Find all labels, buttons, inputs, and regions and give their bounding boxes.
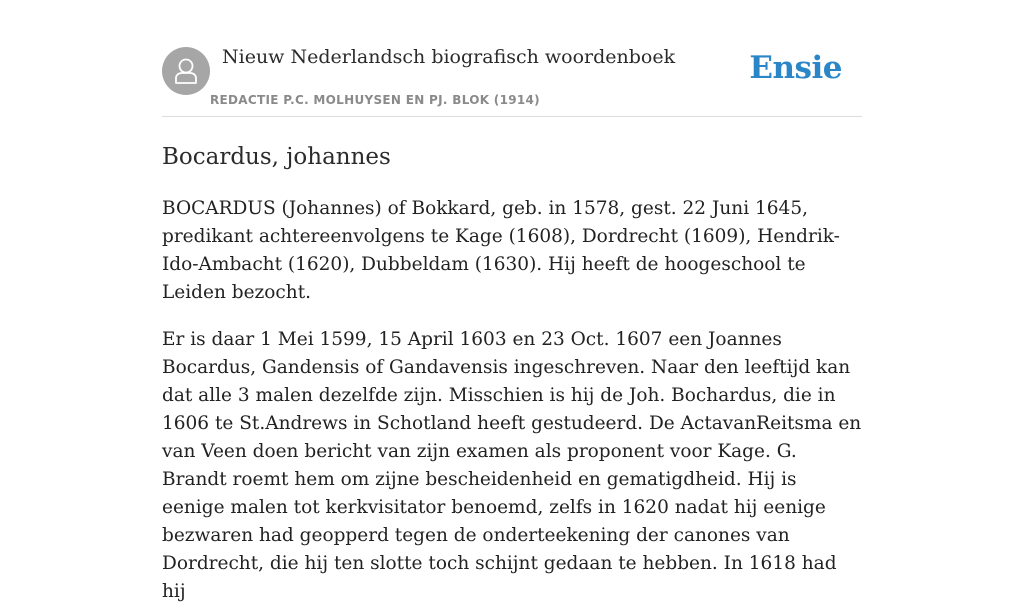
article-paragraph: BOCARDUS (Johannes) of Bokkard, geb. in 1578, gest. 22 Juni 1645, predikant achtereenvolgens te Kage (1608), Dordrecht (1609), Hendrik-Ido-Ambacht (1620), Dubbeldam (1630). Hij heeft de hoogeschool te Leiden bezocht. — [162, 198, 840, 303]
article-title: Bocardus, johannes — [162, 144, 391, 170]
ensie-logo[interactable]: Ensie — [749, 50, 842, 86]
book-title[interactable]: Nieuw Nederlandsch biografisch woordenboek — [222, 46, 676, 68]
editors-label: REDACTIE P.C. MOLHUYSEN EN PJ. BLOK (1914) — [210, 93, 540, 107]
header — [162, 0, 862, 117]
user-icon — [172, 56, 200, 86]
avatar[interactable] — [162, 47, 210, 95]
article-paragraph: Er is daar 1 Mei 1599, 15 April 1603 en 23 Oct. 1607 een Joannes Bocardus, Gandensis of Gandavensis ingeschreven. Naar den leeftijd kan dat alle 3 malen dezelfde zijn. Misschien is hij de Joh. Bochardus, die in 1606 te St.Andrews in Schotland heeft gestudeerd. De ActavanReitsma en van Veen doen bericht van zijn examen als proponent voor Kage. G. Brandt roemt hem om zijne bescheidenheid en gematigdheid. Hij is eenige malen tot kerkvisitator benoemd, zelfs in 1620 nadat hij eenige bezwaren had geopperd tegen de onderteekening der canones van Dordrecht, die hij ten slotte toch schijnt gedaan te hebben. In 1618 had hij — [162, 329, 862, 602]
page — [162, 0, 862, 606]
